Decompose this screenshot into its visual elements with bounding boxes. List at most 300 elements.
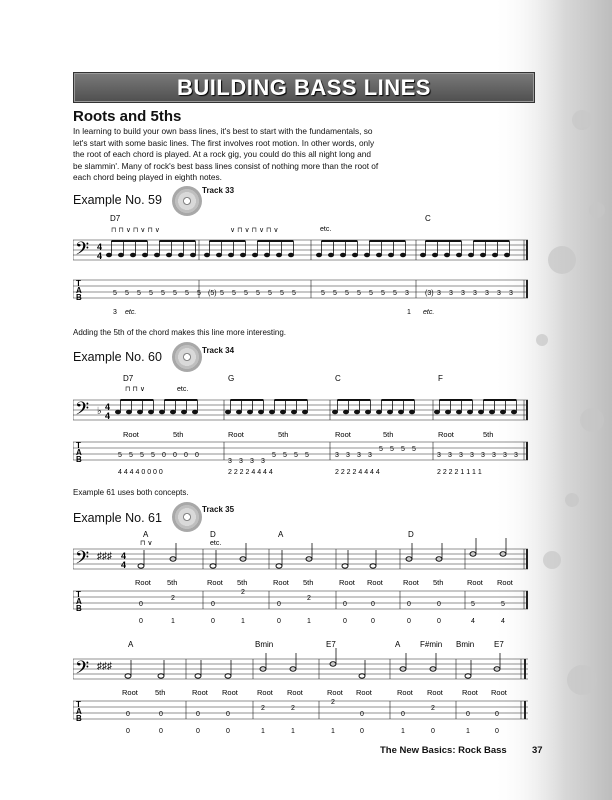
note-head <box>192 410 197 414</box>
root-fifth-label: Root <box>403 578 419 587</box>
svg-text:4: 4 <box>121 560 127 570</box>
note-head <box>154 253 159 257</box>
note-head <box>365 410 370 414</box>
music-staff <box>73 549 528 569</box>
note-head <box>340 253 345 257</box>
note-head <box>236 410 241 414</box>
tab-number: (5) <box>208 290 217 297</box>
fingering: 0 <box>360 728 364 735</box>
note-head <box>216 253 221 257</box>
note-head <box>118 253 123 257</box>
tab-number: 5 <box>333 290 337 297</box>
svg-text:A: A <box>76 707 82 716</box>
tab-staff <box>73 280 528 298</box>
tab-number: 5 <box>140 452 144 459</box>
note-head <box>106 253 111 257</box>
tab-number: 5 <box>321 290 325 297</box>
fingering: 4 <box>501 618 505 625</box>
chord-symbol: F <box>438 374 443 383</box>
tab-number: 3 <box>492 452 496 459</box>
half-note <box>370 564 376 568</box>
track-33-label: Track 33 <box>202 186 235 195</box>
root-fifth-label: Root <box>427 688 443 697</box>
chord-symbol: C <box>425 214 431 223</box>
root-fifth-label: Root <box>287 688 303 697</box>
example-59-notation <box>73 210 533 325</box>
note-head <box>432 253 437 257</box>
tab-number: 5 <box>369 290 373 297</box>
tab-number: 3 <box>228 458 232 465</box>
tab-number: 5 <box>220 290 224 297</box>
etc-label: etc. <box>210 540 222 547</box>
root-fifth-label: 5th <box>278 430 289 439</box>
half-note <box>158 674 164 678</box>
note-head <box>445 410 450 414</box>
fingering: 0 <box>437 618 441 625</box>
fingering: 0 <box>407 618 411 625</box>
root-fifth-label: Root <box>491 688 507 697</box>
svg-text:T: T <box>76 700 81 709</box>
svg-text:⊓ ∨: ⊓ ∨ <box>140 540 153 547</box>
half-note <box>342 564 348 568</box>
tab-number: 0 <box>401 711 405 718</box>
root-fifth-label: 5th <box>173 430 184 439</box>
half-note <box>276 564 282 568</box>
root-fifth-label: 5th <box>383 430 394 439</box>
tab-number: 5 <box>149 290 153 297</box>
tab-number: 0 <box>226 711 230 718</box>
root-fifth-label: 5th <box>483 430 494 439</box>
tab-number: 3 <box>261 458 265 465</box>
root-fifth-label: Root <box>367 578 383 587</box>
fingering: 3 <box>113 309 117 316</box>
half-note <box>210 564 216 568</box>
example-60-title: Example No. 60 <box>73 350 162 364</box>
fingering: 1 <box>291 728 295 735</box>
section-banner <box>73 72 535 103</box>
tab-number: 2 <box>171 595 175 602</box>
note-head <box>258 410 263 414</box>
note-head <box>316 253 321 257</box>
note-head <box>398 410 403 414</box>
tab-number: 0 <box>437 601 441 608</box>
tab-number: 5 <box>161 290 165 297</box>
note-head <box>400 253 405 257</box>
svg-text:B: B <box>76 714 82 723</box>
note-head <box>142 253 147 257</box>
root-fifth-label: Root <box>135 578 151 587</box>
note-head <box>204 253 209 257</box>
tab-number: 2 <box>307 595 311 602</box>
tab-number: 0 <box>407 601 411 608</box>
svg-text:B: B <box>76 455 82 464</box>
root-fifth-label: Root <box>467 578 483 587</box>
note-head <box>420 253 425 257</box>
tab-number: 3 <box>514 452 518 459</box>
chord-symbol: E7 <box>494 640 504 649</box>
tab-number: 0 <box>139 601 143 608</box>
note-head <box>444 253 449 257</box>
note-head <box>240 253 245 257</box>
tab-number: (3) <box>425 290 434 297</box>
tab-number: 5 <box>393 290 397 297</box>
tab-number: 5 <box>294 452 298 459</box>
svg-text:T: T <box>76 441 81 450</box>
note-head <box>500 410 505 414</box>
half-note <box>359 674 365 678</box>
root-fifth-label: Root <box>462 688 478 697</box>
chord-symbol: A <box>128 640 134 649</box>
intro-paragraph <box>73 126 403 184</box>
tab-number: 5 <box>401 446 405 453</box>
svg-text:4: 4 <box>121 551 127 561</box>
tab-number: 5 <box>244 290 248 297</box>
fingering: 4 <box>471 618 475 625</box>
half-note <box>465 674 471 678</box>
chord-symbol: A <box>143 530 149 539</box>
tab-number: 3 <box>437 452 441 459</box>
tab-number: 5 <box>185 290 189 297</box>
fingering: 1 <box>466 728 470 735</box>
note-head <box>269 410 274 414</box>
cd-icon <box>172 342 202 372</box>
tab-number: 0 <box>211 601 215 608</box>
svg-text:♭: ♭ <box>97 406 102 417</box>
tab-number: 5 <box>268 290 272 297</box>
fingering: 1 <box>401 728 405 735</box>
root-fifth-label: Root <box>123 430 139 439</box>
note-head <box>504 253 509 257</box>
intro-line: let's start with some basic lines. The first involves root motion. In other words, only <box>73 137 375 148</box>
svg-text:A: A <box>76 286 82 295</box>
tab-number: 5 <box>151 452 155 459</box>
tab-number: 2 <box>261 705 265 712</box>
root-fifth-label: 5th <box>155 688 166 697</box>
page-footer <box>380 745 543 756</box>
chord-symbol: A <box>395 640 401 649</box>
tab-number: 2 <box>291 705 295 712</box>
tab-number: 5 <box>118 452 122 459</box>
tab-number: 3 <box>481 452 485 459</box>
root-fifth-label: Root <box>356 688 372 697</box>
chord-symbol: Bmin <box>255 640 274 649</box>
note-head <box>291 410 296 414</box>
tab-number: 0 <box>466 711 470 718</box>
note-head <box>288 253 293 257</box>
svg-text:⊓ ⊓ ∨ ⊓ ∨ ⊓ ∨: ⊓ ⊓ ∨ ⊓ ∨ ⊓ ∨ <box>111 227 160 234</box>
tab-number: 3 <box>503 452 507 459</box>
tab-number: 0 <box>159 711 163 718</box>
tab-number: 5 <box>125 290 129 297</box>
chord-symbol: D7 <box>123 374 134 383</box>
note-head <box>276 253 281 257</box>
tab-number: 5 <box>272 452 276 459</box>
example-61-title: Example No. 61 <box>73 511 162 525</box>
tab-number: 0 <box>360 711 364 718</box>
tab-number: 3 <box>250 458 254 465</box>
banner-title: BUILDING BASS LINES <box>177 75 431 100</box>
note-head <box>115 410 120 414</box>
track-35-label: Track 35 <box>202 505 235 514</box>
tab-number: 5 <box>256 290 260 297</box>
note-head <box>478 410 483 414</box>
chord-symbol: F#min <box>420 640 443 649</box>
svg-text:♯♯♯: ♯♯♯ <box>97 551 112 562</box>
note-head <box>178 253 183 257</box>
root-fifth-label: Root <box>222 688 238 697</box>
fingering: 0 <box>226 728 230 735</box>
tab-number: 3 <box>239 458 243 465</box>
tab-number: 3 <box>461 290 465 297</box>
tab-number: 5 <box>381 290 385 297</box>
tab-number: 3 <box>449 290 453 297</box>
fingering-etc: etc. <box>423 309 435 316</box>
etc-label: etc. <box>320 226 332 233</box>
root-fifth-label: Root <box>497 578 513 587</box>
svg-text:T: T <box>76 590 81 599</box>
note-head <box>328 253 333 257</box>
tab-number: 3 <box>459 452 463 459</box>
fingering: 0 <box>159 728 163 735</box>
svg-text:B: B <box>76 604 82 613</box>
tab-number: 3 <box>405 290 409 297</box>
tab-number: 2 <box>241 589 245 596</box>
example-61-system-2 <box>73 637 533 742</box>
fingering: 2 2 2 2 4 4 4 4 <box>228 469 273 476</box>
note-head <box>467 410 472 414</box>
fingering: 0 <box>211 618 215 625</box>
tab-number: 5 <box>173 290 177 297</box>
root-fifth-label: Root <box>397 688 413 697</box>
svg-text:4: 4 <box>105 402 111 412</box>
note-head <box>376 253 381 257</box>
intro-line: In learning to build your own bass lines, it's best to start with the fundamentals, so <box>73 126 373 136</box>
chord-symbol: C <box>335 374 341 383</box>
bass-clef-icon: 𝄢 <box>75 238 90 263</box>
svg-text:♯♯♯: ♯♯♯ <box>97 661 112 672</box>
track-34-label: Track 34 <box>202 346 235 355</box>
svg-text:∨ ⊓ ∨ ⊓ ∨ ⊓ ∨: ∨ ⊓ ∨ ⊓ ∨ ⊓ ∨ <box>230 227 279 234</box>
tab-number: 5 <box>345 290 349 297</box>
note-head <box>137 410 142 414</box>
fingering-etc: etc. <box>125 309 137 316</box>
fingering: 1 <box>307 618 311 625</box>
fingering: 0 <box>343 618 347 625</box>
tab-number: 2 <box>431 705 435 712</box>
tab-number: 3 <box>509 290 513 297</box>
tab-number: 3 <box>346 452 350 459</box>
intro-line: be slammin'. Many of rock's best bass lines consist of nothing more than the root of <box>73 160 379 171</box>
svg-text:4: 4 <box>97 242 103 252</box>
note-head <box>280 410 285 414</box>
fingering: 1 <box>241 618 245 625</box>
note-head <box>511 410 516 414</box>
note-head <box>489 410 494 414</box>
root-fifth-label: Root <box>192 688 208 697</box>
fingering: 0 <box>277 618 281 625</box>
tab-number: 5 <box>137 290 141 297</box>
tab-number: 0 <box>196 711 200 718</box>
note-head <box>376 410 381 414</box>
fingering: 0 <box>495 728 499 735</box>
root-fifth-label: Root <box>438 430 454 439</box>
note-head <box>343 410 348 414</box>
tab-number: 0 <box>173 452 177 459</box>
note-head <box>166 253 171 257</box>
chord-symbol: D7 <box>110 214 121 223</box>
tab-number: 5 <box>390 446 394 453</box>
note-head <box>409 410 414 414</box>
note-head <box>364 253 369 257</box>
root-fifth-label: 5th <box>237 578 248 587</box>
note-head <box>126 410 131 414</box>
tab-number: 0 <box>195 452 199 459</box>
tab-number: 5 <box>197 290 201 297</box>
note-head <box>456 410 461 414</box>
half-note <box>225 674 231 678</box>
fingering: 2 2 2 2 1 1 1 1 <box>437 469 482 476</box>
root-fifth-label: Root <box>207 578 223 587</box>
bass-clef-icon: 𝄢 <box>75 657 90 682</box>
note-head <box>170 410 175 414</box>
note-head <box>225 410 230 414</box>
tab-number: 5 <box>113 290 117 297</box>
tab-number: 3 <box>485 290 489 297</box>
tab-number: 0 <box>184 452 188 459</box>
note-head <box>492 253 497 257</box>
root-fifth-label: Root <box>273 578 289 587</box>
section-title: Roots and 5ths <box>73 108 182 125</box>
fingering: 0 <box>371 618 375 625</box>
tab-number: 0 <box>277 601 281 608</box>
tab-number: 0 <box>495 711 499 718</box>
note-head <box>190 253 195 257</box>
tab-number: 5 <box>129 452 133 459</box>
svg-text:A: A <box>76 448 82 457</box>
fingering: 1 <box>261 728 265 735</box>
root-fifth-label: Root <box>122 688 138 697</box>
tab-number: 0 <box>371 601 375 608</box>
svg-text:T: T <box>76 279 81 288</box>
tab-number: 5 <box>471 601 475 608</box>
tab-number: 5 <box>280 290 284 297</box>
tab-number: 0 <box>126 711 130 718</box>
root-fifth-label: Root <box>335 430 351 439</box>
tab-number: 5 <box>379 446 383 453</box>
tab-number: 5 <box>305 452 309 459</box>
note-head <box>148 410 153 414</box>
note-head <box>181 410 186 414</box>
fingering: 2 2 2 2 4 4 4 4 <box>335 469 380 476</box>
note-head <box>247 410 252 414</box>
chord-symbol: Bmin <box>456 640 475 649</box>
note-head <box>388 253 393 257</box>
music-staff <box>73 659 528 679</box>
root-fifth-label: Root <box>228 430 244 439</box>
note-head <box>130 253 135 257</box>
tab-staff <box>73 701 528 719</box>
chord-symbol: D <box>408 530 414 539</box>
note-head <box>264 253 269 257</box>
fingering: 0 <box>196 728 200 735</box>
root-fifth-label: Root <box>327 688 343 697</box>
half-note <box>195 674 201 678</box>
half-note <box>138 564 144 568</box>
fingering: 4 4 4 4 0 0 0 0 <box>118 469 163 476</box>
fingering: 0 <box>431 728 435 735</box>
note-head <box>387 410 392 414</box>
svg-text:4: 4 <box>97 251 103 261</box>
note-head <box>252 253 257 257</box>
between-text: Example 61 uses both concepts. <box>73 488 189 497</box>
fingering: 0 <box>126 728 130 735</box>
note-head <box>434 410 439 414</box>
fingering: 1 <box>331 728 335 735</box>
bass-clef-icon: 𝄢 <box>75 398 90 423</box>
fingering: 0 <box>139 618 143 625</box>
root-fifth-label: 5th <box>303 578 314 587</box>
root-fifth-label: Root <box>257 688 273 697</box>
example-59-title: Example No. 59 <box>73 193 162 207</box>
intro-line: the root of each chord is played. At a rock gig, you could do this all night long and <box>73 149 371 160</box>
note-head <box>352 253 357 257</box>
tab-number: 5 <box>412 446 416 453</box>
page-number: 37 <box>532 745 543 756</box>
tab-number: 5 <box>357 290 361 297</box>
note-head <box>354 410 359 414</box>
between-text: Adding the 5th of the chord makes this line more interesting. <box>73 328 287 337</box>
fingering: 1 <box>171 618 175 625</box>
svg-text:B: B <box>76 293 82 302</box>
fingering: 1 <box>407 309 411 316</box>
note-head <box>332 410 337 414</box>
tab-number: 5 <box>501 601 505 608</box>
tab-number: 3 <box>335 452 339 459</box>
example-61-system-1 <box>73 527 533 632</box>
note-head <box>159 410 164 414</box>
note-head <box>302 410 307 414</box>
chord-symbol: G <box>228 374 235 383</box>
note-head <box>480 253 485 257</box>
tab-number: 5 <box>283 452 287 459</box>
chord-symbol: A <box>278 530 284 539</box>
etc-label: etc. <box>177 386 189 393</box>
tab-number: 3 <box>368 452 372 459</box>
root-fifth-label: Root <box>339 578 355 587</box>
root-fifth-label: 5th <box>433 578 444 587</box>
root-fifth-label: 5th <box>167 578 178 587</box>
note-head <box>228 253 233 257</box>
tab-number: 0 <box>162 452 166 459</box>
half-note <box>125 674 131 678</box>
note-head <box>456 253 461 257</box>
chord-symbol: E7 <box>326 640 336 649</box>
note-head <box>468 253 473 257</box>
tab-number: 5 <box>232 290 236 297</box>
tab-number: 3 <box>437 290 441 297</box>
tab-number: 3 <box>473 290 477 297</box>
bass-clef-icon: 𝄢 <box>75 547 90 572</box>
book-title: The New Basics: Rock Bass <box>380 745 507 756</box>
example-60-notation <box>73 370 533 480</box>
tab-number: 3 <box>448 452 452 459</box>
tab-number: 3 <box>357 452 361 459</box>
tab-number: 3 <box>470 452 474 459</box>
svg-text:⊓ ⊓ ∨: ⊓ ⊓ ∨ <box>125 386 145 393</box>
tab-number: 3 <box>497 290 501 297</box>
svg-text:4: 4 <box>105 411 111 421</box>
tab-number: 5 <box>292 290 296 297</box>
